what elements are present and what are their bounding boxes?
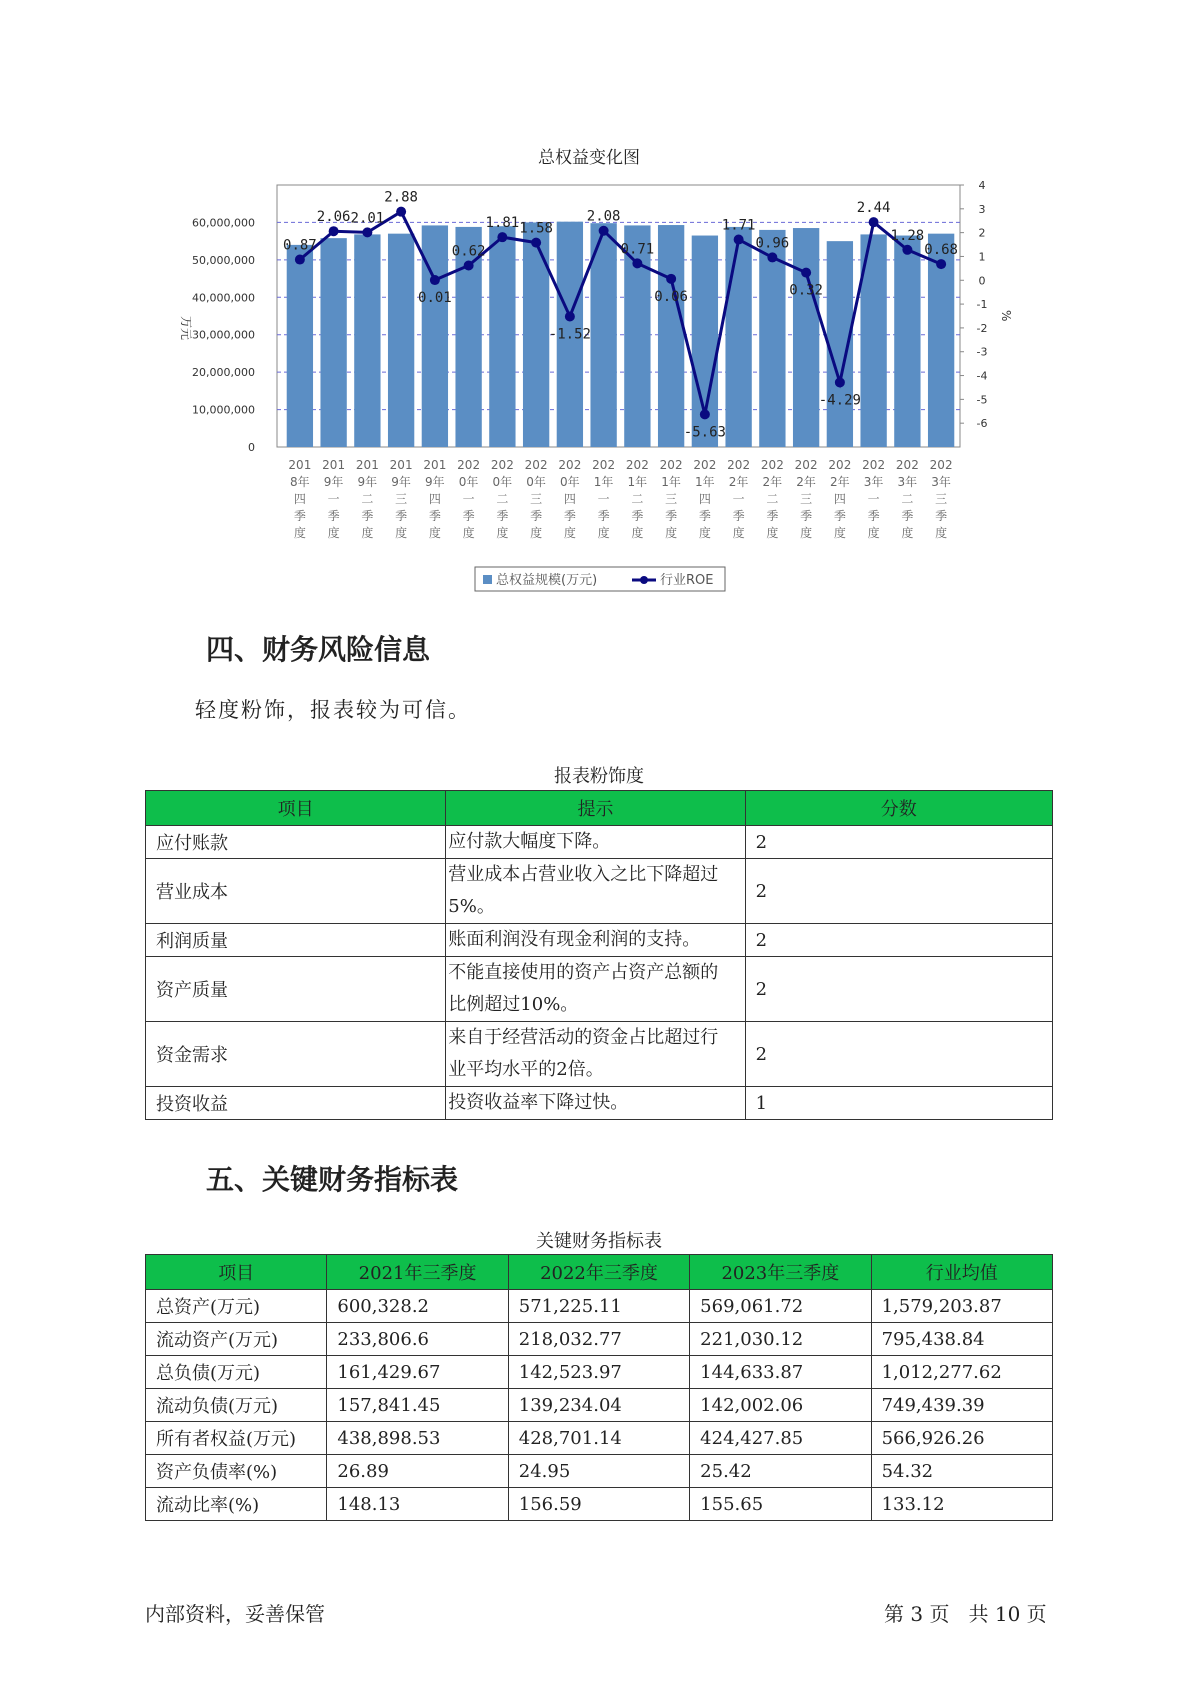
x-tick-label: 季 [428, 509, 441, 523]
kpi-header: 2021年三季度 [327, 1255, 508, 1290]
roe-point [396, 207, 406, 217]
kpi-value: 428,701.14 [508, 1422, 689, 1455]
data-label: 1.58 [519, 220, 553, 237]
legend-swatch-bar [483, 575, 492, 584]
risk-score: 2 [745, 957, 1052, 1022]
risk-header-score: 分数 [745, 791, 1052, 826]
x-tick-label: 一 [597, 492, 610, 506]
kpi-header: 2022年三季度 [508, 1255, 689, 1290]
left-tick-label: 40,000,000 [192, 291, 255, 305]
data-label: -1.52 [548, 326, 591, 343]
kpi-value: 424,427.85 [690, 1422, 871, 1455]
x-tick-label: 202 [828, 458, 852, 472]
left-tick-label: 50,000,000 [192, 253, 255, 267]
left-tick-label: 0 [248, 441, 255, 454]
x-tick-label: 二 [901, 492, 914, 506]
risk-table [145, 790, 1053, 1120]
x-tick-label: 0年 [526, 475, 546, 489]
bar [354, 234, 380, 447]
footer-left: 内部资料，妥善保管 [145, 1602, 325, 1626]
x-tick-label: 季 [631, 509, 644, 523]
x-tick-label: 四 [293, 492, 306, 506]
x-tick-label: 二 [496, 492, 509, 506]
table-row [146, 826, 1053, 859]
x-tick-label: 季 [563, 509, 576, 523]
data-label: 0.62 [451, 243, 486, 260]
risk-table-header [146, 791, 1053, 826]
data-label: 0.32 [789, 282, 823, 299]
kpi-value: 161,429.67 [327, 1356, 508, 1389]
kpi-table-header [146, 1255, 1053, 1290]
x-tick-label: 201 [322, 458, 346, 472]
right-tick-label: 4 [978, 179, 986, 192]
x-tick-label: 度 [665, 526, 678, 540]
x-tick-label: 202 [760, 458, 784, 472]
kpi-value: 749,439.39 [871, 1389, 1052, 1422]
roe-point [565, 311, 575, 321]
roe-point [734, 235, 744, 245]
x-tick-label: 202 [457, 458, 481, 472]
kpi-value: 54.32 [871, 1455, 1052, 1488]
x-tick-label: 度 [631, 526, 644, 540]
risk-tip: 投资收益率下降过快。 [446, 1087, 745, 1120]
x-tick-label: 度 [496, 526, 509, 540]
bar [489, 226, 515, 447]
risk-score: 2 [745, 1022, 1052, 1087]
data-label: 2.01 [350, 210, 385, 227]
kpi-value: 156.59 [508, 1488, 689, 1521]
x-tick-label: 3年 [863, 475, 884, 489]
x-tick-label: 度 [395, 526, 408, 540]
table-row [146, 1356, 1053, 1389]
roe-point [329, 226, 339, 236]
roe-point [767, 252, 777, 262]
right-tick-label: 0 [978, 274, 986, 288]
kpi-value: 25.42 [690, 1455, 871, 1488]
left-tick-label: 30,000,000 [192, 328, 255, 342]
data-label: -4.29 [818, 392, 861, 409]
right-tick-label: 3 [978, 202, 986, 216]
x-tick-label: 9年 [357, 475, 378, 489]
x-tick-label: 2年 [762, 475, 783, 489]
roe-point [869, 217, 879, 227]
bar [320, 238, 346, 447]
x-tick-label: 一 [732, 492, 745, 506]
right-tick-label: -6 [976, 417, 988, 431]
section4-summary: 轻度粉饰，报表较为可信。 [195, 698, 471, 722]
left-tick-label: 10,000,000 [192, 403, 255, 417]
data-label: 2.88 [384, 189, 418, 206]
kpi-value: 569,061.72 [690, 1290, 871, 1323]
data-label: 1.81 [485, 215, 520, 232]
x-tick-label: 度 [698, 526, 711, 540]
x-tick-label: 201 [355, 458, 379, 472]
table-row [146, 859, 1053, 924]
kpi-value: 24.95 [508, 1455, 689, 1488]
right-tick-label: 2 [978, 226, 986, 240]
kpi-value: 600,328.2 [327, 1290, 508, 1323]
kpi-value: 1,012,277.62 [871, 1356, 1052, 1389]
x-tick-label: 四 [428, 492, 441, 506]
x-tick-label: 季 [327, 509, 340, 523]
x-tick-label: 一 [327, 492, 340, 506]
x-tick-label: 季 [462, 509, 475, 523]
data-label: 2.06 [316, 209, 351, 226]
x-tick-label: 202 [592, 458, 616, 472]
legend-marker [640, 576, 648, 584]
x-tick-label: 度 [293, 526, 306, 540]
x-tick-label: 季 [293, 509, 306, 523]
x-tick-label: 1年 [695, 475, 715, 489]
legend-label-bar: 总权益规模(万元) [496, 573, 598, 588]
x-tick-label: 季 [867, 509, 880, 523]
x-tick-label: 度 [867, 526, 880, 540]
x-tick-label: 2年 [728, 475, 749, 489]
x-tick-label: 202 [862, 458, 886, 472]
x-tick-label: 季 [665, 509, 678, 523]
kpi-value: 133.12 [871, 1488, 1052, 1521]
section4-heading: 四、财务风险信息 [206, 633, 431, 666]
kpi-item: 资产负债率(%) [146, 1455, 327, 1488]
x-tick-label: 202 [490, 458, 514, 472]
risk-score: 2 [745, 859, 1052, 924]
kpi-value: 1,579,203.87 [871, 1290, 1052, 1323]
kpi-item: 所有者权益(万元) [146, 1422, 327, 1455]
table-row [146, 1488, 1053, 1521]
data-label: 0.68 [924, 242, 958, 259]
x-tick-label: 202 [524, 458, 548, 472]
x-tick-label: 0年 [560, 475, 580, 489]
kpi-value: 142,523.97 [508, 1356, 689, 1389]
right-tick-label: -1 [976, 298, 988, 312]
bar [287, 245, 313, 447]
roe-point [497, 232, 507, 242]
x-tick-label: 三 [935, 492, 948, 506]
kpi-value: 26.89 [327, 1455, 508, 1488]
kpi-value: 438,898.53 [327, 1422, 508, 1455]
x-tick-label: 四 [563, 492, 576, 506]
x-tick-label: 二 [766, 492, 779, 506]
kpi-table [145, 1254, 1053, 1521]
kpi-value: 157,841.45 [327, 1389, 508, 1422]
kpi-header: 2023年三季度 [690, 1255, 871, 1290]
table-row [146, 1422, 1053, 1455]
bar [725, 227, 751, 447]
footer-page-number: 第 3 页 共 10 页 [884, 1602, 1047, 1626]
data-label: 0.96 [755, 235, 790, 252]
risk-tip: 账面利润没有现金利润的支持。 [446, 924, 745, 957]
table-row [146, 1290, 1053, 1323]
risk-score: 2 [745, 924, 1052, 957]
x-tick-label: 202 [625, 458, 649, 472]
x-tick-label: 度 [563, 526, 576, 540]
x-tick-label: 三 [530, 492, 543, 506]
x-tick-label: 202 [794, 458, 818, 472]
kpi-value: 155.65 [690, 1488, 871, 1521]
kpi-value: 571,225.11 [508, 1290, 689, 1323]
x-tick-label: 3年 [931, 475, 951, 489]
table-row [146, 1389, 1053, 1422]
bar [523, 222, 549, 447]
x-tick-label: 季 [833, 509, 846, 523]
x-tick-label: 二 [631, 492, 644, 506]
table-row [146, 1455, 1053, 1488]
kpi-value: 795,438.84 [871, 1323, 1052, 1356]
x-tick-label: 202 [558, 458, 582, 472]
x-tick-label: 2年 [796, 475, 816, 489]
x-tick-label: 8年 [290, 475, 310, 489]
kpi-header: 项目 [146, 1255, 327, 1290]
x-tick-label: 度 [462, 526, 475, 540]
roe-point [464, 261, 474, 271]
table-row [146, 1323, 1053, 1356]
equity-chart [170, 175, 1013, 595]
x-tick-label: 季 [698, 509, 711, 523]
kpi-value: 142,002.06 [690, 1389, 871, 1422]
x-tick-label: 度 [901, 526, 914, 540]
x-tick-label: 季 [766, 509, 779, 523]
x-tick-label: 1年 [661, 475, 681, 489]
x-tick-label: 202 [727, 458, 751, 472]
data-label: 1.28 [890, 227, 925, 244]
x-tick-label: 三 [665, 492, 678, 506]
table-row [146, 1087, 1053, 1120]
bar [658, 225, 684, 447]
right-tick-label: 1 [978, 250, 986, 264]
bar [455, 227, 481, 447]
x-tick-label: 0年 [492, 475, 513, 489]
right-tick-label: -4 [976, 369, 988, 383]
kpi-item: 总负债(万元) [146, 1356, 327, 1389]
kpi-value: 139,234.04 [508, 1389, 689, 1422]
kpi-table-caption: 关键财务指标表 [536, 1231, 662, 1252]
x-tick-label: 季 [597, 509, 610, 523]
risk-item: 利润质量 [146, 924, 446, 957]
x-tick-label: 季 [395, 509, 408, 523]
table-row [146, 957, 1053, 1022]
kpi-value: 233,806.6 [327, 1323, 508, 1356]
roe-point [531, 238, 541, 248]
x-tick-label: 季 [800, 509, 813, 523]
data-label: 0.01 [418, 290, 452, 307]
x-tick-label: 201 [288, 458, 312, 472]
risk-tip: 应付款大幅度下降。 [446, 826, 745, 859]
right-tick-label: -5 [976, 393, 988, 407]
risk-item: 资产质量 [146, 957, 446, 1022]
roe-point [801, 268, 811, 278]
y-axis-label-right: % [999, 310, 1013, 322]
roe-point [936, 259, 946, 269]
data-label: 0.87 [283, 237, 317, 254]
table-row [146, 924, 1053, 957]
x-tick-label: 9年 [425, 475, 445, 489]
data-label: -5.63 [683, 424, 726, 441]
x-tick-label: 度 [833, 526, 846, 540]
x-tick-label: 度 [800, 526, 813, 540]
x-tick-label: 季 [935, 509, 948, 523]
x-tick-label: 二 [361, 492, 374, 506]
risk-item: 应付账款 [146, 826, 446, 859]
kpi-value: 144,633.87 [690, 1356, 871, 1389]
x-tick-label: 一 [867, 492, 880, 506]
x-tick-label: 季 [496, 509, 509, 523]
roe-point [295, 255, 305, 265]
x-tick-label: 202 [693, 458, 717, 472]
risk-score: 1 [745, 1087, 1052, 1120]
roe-point [700, 409, 710, 419]
x-tick-label: 度 [732, 526, 745, 540]
x-tick-label: 度 [428, 526, 441, 540]
equity-chart-svg [170, 175, 1013, 595]
kpi-item: 流动资产(万元) [146, 1323, 327, 1356]
x-tick-label: 三 [800, 492, 813, 506]
left-tick-label: 20,000,000 [192, 366, 255, 380]
x-tick-label: 度 [361, 526, 374, 540]
x-tick-label: 一 [462, 492, 475, 506]
roe-point [902, 245, 912, 255]
x-tick-label: 季 [732, 509, 745, 523]
risk-item: 投资收益 [146, 1087, 446, 1120]
x-tick-label: 2年 [830, 475, 850, 489]
risk-score: 2 [745, 826, 1052, 859]
right-tick-label: -3 [976, 345, 988, 359]
x-tick-label: 1年 [627, 475, 648, 489]
data-label: 1.71 [721, 217, 756, 234]
x-tick-label: 202 [895, 458, 919, 472]
kpi-value: 148.13 [327, 1488, 508, 1521]
x-tick-label: 三 [395, 492, 408, 506]
x-tick-label: 201 [423, 458, 447, 472]
x-tick-label: 9年 [391, 475, 411, 489]
x-tick-label: 度 [597, 526, 610, 540]
chart-title-text: 总权益变化图 [538, 148, 640, 168]
kpi-value: 566,926.26 [871, 1422, 1052, 1455]
x-tick-label: 四 [698, 492, 711, 506]
bar [388, 234, 414, 447]
x-tick-label: 度 [327, 526, 340, 540]
x-tick-label: 202 [659, 458, 683, 472]
kpi-item: 流动比率(%) [146, 1488, 327, 1521]
x-tick-label: 四 [833, 492, 846, 506]
data-label: 0.71 [620, 241, 655, 258]
risk-header-tip: 提示 [446, 791, 745, 826]
risk-table-caption: 报表粉饰度 [554, 766, 644, 787]
risk-header-item: 项目 [146, 791, 446, 826]
roe-point [362, 227, 372, 237]
kpi-item: 流动负债(万元) [146, 1389, 327, 1422]
bar [793, 228, 819, 447]
x-tick-label: 201 [389, 458, 413, 472]
risk-tip: 营业成本占营业收入之比下降超过5%。 [446, 859, 745, 924]
left-tick-label: 60,000,000 [192, 216, 255, 230]
roe-point [835, 377, 845, 387]
kpi-item: 总资产(万元) [146, 1290, 327, 1323]
x-tick-label: 季 [361, 509, 374, 523]
roe-point [666, 274, 676, 284]
y-axis-label-left: 万元 [179, 316, 193, 341]
x-tick-label: 202 [929, 458, 953, 472]
x-tick-label: 度 [935, 526, 948, 540]
bar [894, 236, 920, 447]
section5-heading: 五、关键财务指标表 [206, 1163, 459, 1196]
risk-tip: 不能直接使用的资产占资产总额的比例超过10%。 [446, 957, 745, 1022]
roe-point [599, 226, 609, 236]
risk-item: 营业成本 [146, 859, 446, 924]
x-tick-label: 3年 [897, 475, 918, 489]
x-tick-label: 度 [530, 526, 543, 540]
kpi-value: 218,032.77 [508, 1323, 689, 1356]
roe-point [430, 275, 440, 285]
risk-item: 资金需求 [146, 1022, 446, 1087]
data-label: 2.08 [586, 208, 621, 225]
data-label: 0.06 [654, 288, 688, 305]
kpi-value: 221,030.12 [690, 1323, 871, 1356]
x-tick-label: 1年 [593, 475, 614, 489]
data-label: 2.44 [856, 200, 891, 217]
table-row [146, 1022, 1053, 1087]
x-tick-label: 9年 [323, 475, 344, 489]
x-tick-label: 季 [901, 509, 914, 523]
kpi-header: 行业均值 [871, 1255, 1052, 1290]
right-tick-label: -2 [976, 321, 988, 335]
x-tick-label: 度 [766, 526, 779, 540]
x-tick-label: 0年 [458, 475, 479, 489]
roe-point [632, 258, 642, 268]
risk-tip: 来自于经营活动的资金占比超过行业平均水平的2倍。 [446, 1022, 745, 1087]
legend-label-line: 行业ROE [660, 573, 714, 588]
x-tick-label: 季 [530, 509, 543, 523]
